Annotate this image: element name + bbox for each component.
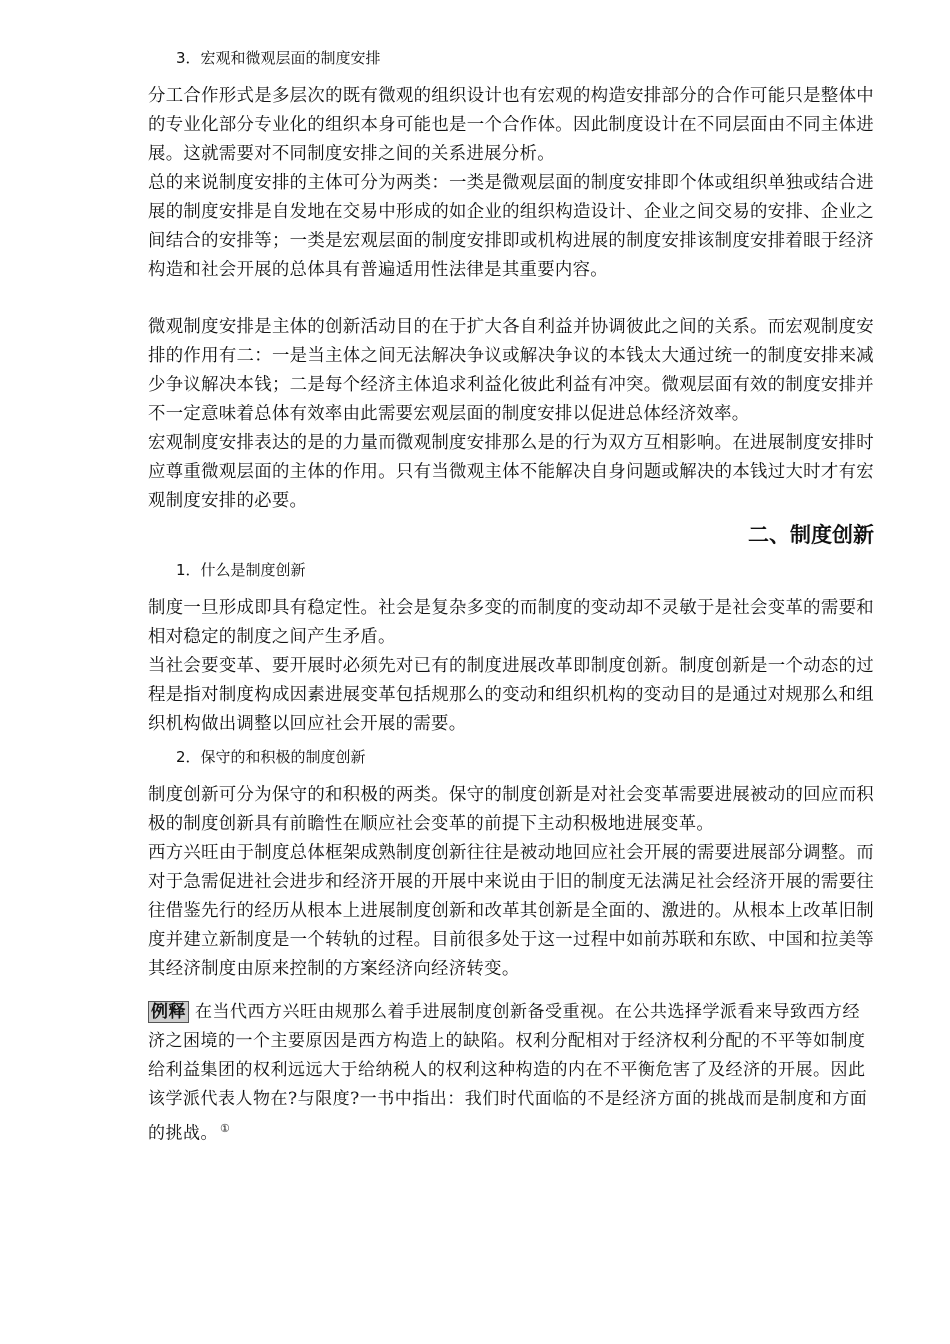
paragraph: 西方兴旺由于制度总体框架成熟制度创新往往是被动地回应社会开展的需要进展部分调整。而对于急需促进社会进步和经济开展的开展中来说由于旧的制度无法满足社会经济开展的需要往往借鉴先行的经历从根本上进展制度创新和改革其创新是全面的、激进的。从根本上改革旧制度并建立新制度是一个转轨的过程。目前很多处于这一过程中如前苏联和东欧、中国和拉美等其经济制度由原来控制的方案经济向经济转变。	[148, 843, 874, 979]
paragraph: 微观制度安排是主体的创新活动目的在于扩大各自利益并协调彼此之间的关系。而宏观制度安排的作用有二：一是当主体之间无法解决争议或解决争议的本钱太大通过统一的制度安排来减少争议解决本钱；二是每个经济主体追求利益化彼此利益有冲突。微观层面有效的制度安排并不一定意味着总体有效率由此需要宏观层面的制度安排以促进总体经济效率。	[148, 317, 874, 424]
paragraph: 制度一旦形成即具有稳定性。社会是复杂多变的而制度的变动却不灵敏于是社会变革的需要和相对稳定的制度之间产生矛盾。	[148, 598, 874, 647]
paragraph: 当社会要变革、要开展时必须先对已有的制度进展改革即制度创新。制度创新是一个动态的过程是指对制度构成因素进展变革包括规那么的变动和组织机构的变动目的是通过对规那么和组织机构做出调整以回应社会开展的需要。	[148, 656, 874, 734]
example-text: 在当代西方兴旺由规那么着手进展制度创新备受重视。在公共选择学派看来导致西方经济之困境的一个主要原因是西方构造上的缺陷。权利分配相对于经济权利分配的不平等如制度给利益集团的权利远远大于给纳税人的权利这种构造的内在不平衡危害了及经济的开展。因此该学派代表人物在?与限度?一书中指出：我们时代面临的不是经济方面的挑战而是制度和方面的挑战。	[148, 1002, 868, 1144]
document-page	[148, 46, 874, 1149]
example-block	[148, 998, 874, 1149]
paragraph: 分工合作形式是多层次的既有微观的组织设计也有宏观的构造安排部分的合作可能只是整体中的专业化部分专业化的组织本身可能也是一个合作体。因此制度设计在不同层面由不同主体进展。这就需要对不同制度安排之间的关系进展分析。	[148, 86, 874, 164]
paragraph: 制度创新可分为保守的和积极的两类。保守的制度创新是对社会变革需要进展被动的回应而积极的制度创新具有前瞻性在顺应社会变革的前提下主动积极地进展变革。	[148, 785, 874, 834]
section-heading-what-is-innovation: 1．什么是制度创新	[176, 561, 306, 579]
section-heading-conservative-active: 2．保守的和积极的制度创新	[176, 748, 366, 766]
paragraph: 总的来说制度安排的主体可分为两类：一类是微观层面的制度安排即个体或组织单独或结合进展的制度安排是自发地在交易中形成的如企业的组织构造设计、企业之间交易的安排、企业之间结合的安排等；一类是宏观层面的制度安排即或机构进展的制度安排该制度安排着眼于经济构造和社会开展的总体具有普遍适用性法律是其重要内容。	[148, 173, 874, 280]
paragraph: 宏观制度安排表达的是的力量而微观制度安排那么是的行为双方互相影响。在进展制度安排时应尊重微观层面的主体的作用。只有当微观主体不能解决自身问题或解决的本钱过大时才有宏观制度安排的必要。	[148, 433, 874, 511]
example-tag: 例释	[148, 1001, 189, 1023]
chapter-heading-institutional-innovation: 二、制度创新	[748, 523, 874, 547]
footnote-marker[interactable]: ①	[220, 1122, 231, 1135]
section-heading-macro-micro: 3．宏观和微观层面的制度安排	[176, 49, 381, 67]
